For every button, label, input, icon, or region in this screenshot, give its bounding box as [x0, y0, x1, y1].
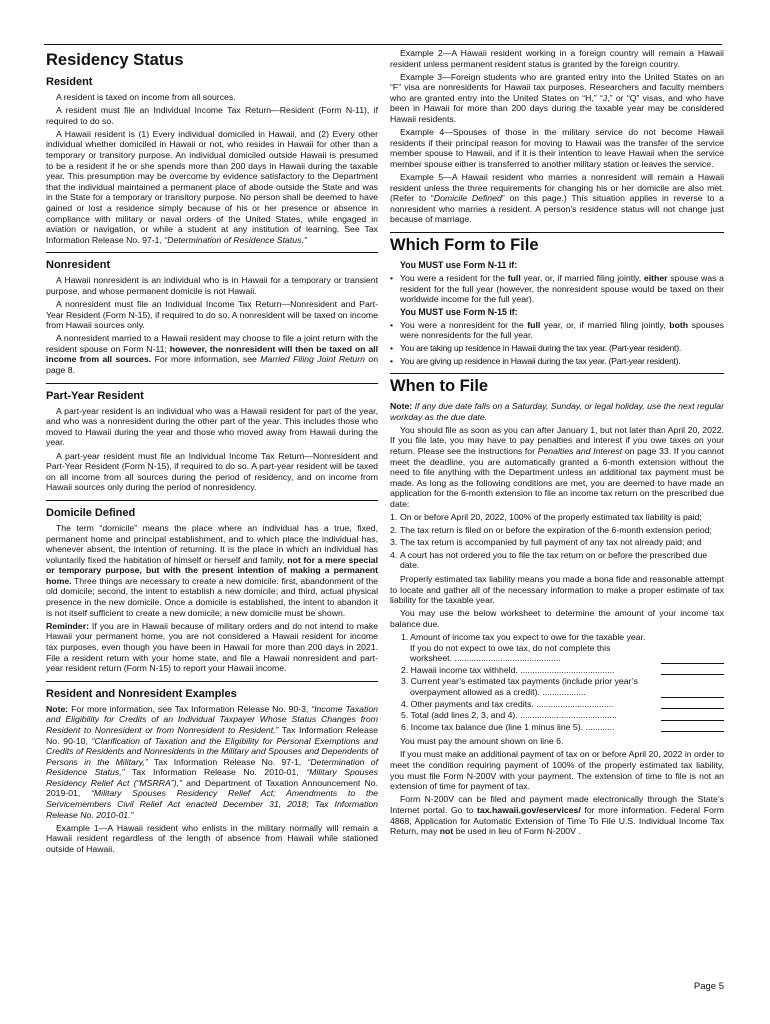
- section-rule: [46, 252, 378, 253]
- residency-status-title: Residency Status: [46, 51, 184, 69]
- left-column: [46, 48, 378, 857]
- n15-condition: • You are giving up residence in Hawaii during the tax year. (Part-year resident).: [390, 356, 724, 367]
- resident-heading: Resident: [46, 76, 93, 88]
- when-to-file-title: When to File: [390, 377, 489, 396]
- worksheet-blank[interactable]: [661, 711, 724, 721]
- extension-condition: 3. The tax return is accompanied by full payment of any tax not already paid; and: [390, 537, 702, 548]
- which-form-title: Which Form to File: [390, 236, 539, 254]
- section-rule: [390, 373, 724, 374]
- example-4: Example 4—Spouses of those in the military service do not become Hawaii residents if their principal reason for moving to Hawaii was the transfer of the service member spouse to Hawaii, and if it is their intention to leave Hawaii when the service member spouse either is transferred to another military station or leaves the service.: [390, 127, 724, 169]
- part-year-paragraph: A part-year resident is an individual who was a Hawaii resident for part of the year, and who was a nonresident during the other part of the year. This includes those who moved to Hawaii during the year and those who moved away from Hawaii during the year.: [46, 405, 378, 448]
- right-column: [390, 48, 724, 839]
- eservices-paragraph: Form N-200V can be filed and payment made electronically through the State’s Internet portal. Go to tax.hawaii.gov/eservices/ for more information. Federal Form 4868, Application for Automatic Extension of Time To File U.S. Individual Income Tax Return, may not be used in lieu of Form N-200V .: [390, 794, 724, 837]
- worksheet-intro: You may use the below worksheet to determine the amount of your income tax balance due.: [390, 608, 724, 629]
- n15-condition: • You are taking up residence in Hawaii during the tax year. (Part-year resident).: [390, 343, 724, 354]
- part-year-paragraph: A part-year resident must file an Individual Income Tax Return—Nonresident and Part-Year Resident (Form N-15), if required to do so. A part-year resident will be taxed on all income from all sources during the period of residency, and on income from Hawaii sources only during the period of nonresidency.: [46, 450, 378, 493]
- examples-note: Note: For more information, see Tax Information Release No. 90-3, “Income Taxation and Eligibility for Credits of an Individual Taxpayer Whose Status Changes from Resident to Nonresident or from Nonresident to Resident,” Tax Information Release No. 90-10, “Clarification of Taxation and the Eligibility for Personal Exemptions and Credits of Residents and Nonresidents in the Military and Spouses and Dependents of Persons in the Military,” Tax Information Release No. 97-1, “Determination of Residence Status,” Tax Information Release No. 2010-01, “Military Spouses Residency Relief Act (“MSRRA”),” and Department of Taxation Announcement No. 2019-01, “Military Spouses Residency Relief Act; Amendments to the Servicemembers Civil Relief Act enacted December 31, 2018; Tax Information Release No. 2010-01.”: [46, 703, 379, 820]
- worksheet-line: 6. Income tax balance due (line 1 minus line 5). ............: [390, 722, 724, 733]
- worksheet-blank[interactable]: [661, 722, 724, 732]
- section-rule: [46, 383, 378, 384]
- example-3: Example 3—Foreign students who are granted entry into the United States on an “F” visa are nonresidents for Hawaii tax purposes. Researchers and faculty members who are granted entry into the United States on “H,” “J,” or “Q” visas, and who have been in Hawaii for more than 200 days during the taxable year may be considered Hawaii residents.: [390, 71, 724, 125]
- nonresident-paragraph: A nonresident must file an Individual Income Tax Return—Nonresident and Part-Year Resident (Form N-15), if required to do so. A nonresident will be taxed on income from Hawaii sources only.: [46, 299, 378, 331]
- domicile-heading: Domicile Defined: [46, 506, 136, 519]
- worksheet-blank[interactable]: [661, 654, 724, 664]
- worksheet-blank[interactable]: [661, 688, 724, 698]
- worksheet: [390, 632, 724, 732]
- resident-paragraph: A resident is taxed on income from all sources.: [56, 92, 236, 102]
- example-5: Example 5—A Hawaii resident who marries a nonresident will remain a Hawaii resident unless the three requirements for changing his or her domicile are also met. (Refer to “Domicile Defined” on this page.) This situation applies in reverse to a nonresident who marries a resident. A person’s residence status will not change just because of marriage.: [390, 172, 725, 225]
- n200v-paragraph: If you must make an additional payment of tax on or before April 20, 2022 in order to meet the condition requiring payment of 100% of the properly estimated tax liability, you must file Form N-200V with your payment. The extension of time to file is not an extension of time for payment of tax.: [390, 749, 724, 792]
- worksheet-line: 2. Hawaii income tax withheld. .......................................: [390, 665, 724, 676]
- section-rule: [46, 500, 378, 501]
- nonresident-heading: Nonresident: [46, 259, 111, 272]
- estimated-liability-paragraph: Properly estimated tax liability means you made a bona fide and reasonable attempt to locate and gather all of the necessary information to make a proper estimate of tax liability for the taxable year.: [390, 574, 724, 606]
- extension-condition: 4. A court has not ordered you to file the tax return on or before the prescribed due date.: [390, 549, 708, 571]
- section-rule: [46, 681, 378, 682]
- nonresident-paragraph: A Hawaii nonresident is an individual who is in Hawaii for a temporary or transient purpose, and whose permanent domicile is not Hawaii.: [46, 275, 378, 296]
- resident-paragraph: A resident must file an Individual Income Tax Return—Resident (Form N-11), if required to do so.: [46, 105, 378, 126]
- worksheet-blank[interactable]: [661, 699, 724, 709]
- extension-condition: 1. On or before April 20, 2022, 100% of the properly estimated tax liability is paid;: [390, 512, 702, 523]
- worksheet-line: 1. Amount of income tax you expect to owe for the taxable year. If you do not expect to owe tax, do not complete this worksheet. ............................................: [390, 632, 724, 664]
- domicile-paragraph: The term “domicile” means the place where an individual has a true, fixed, permanent home and principal establishment, and to which place the individual has, whenever absent, the intention of returning. It is the place in which an individual has voluntarily fixed the habitation of himself or herself and family, not for a mere special or temporary purpose, but with the present intention of making a permanent home. Three things are necessary to create a new domicile: first, abandonment of the old domicile; second, the intent to establish a new domicile; and third, actual physical presence in the new domicile. Once a domicile is established, the intent to abandon it is not itself sufficient to create a new domicile; a new domicile must be shown.: [46, 522, 378, 618]
- extension-condition: 2. The tax return is filed on or before the expiration of the 6-month extension period;: [390, 524, 712, 535]
- must-n11-label: You MUST use Form N-11 if:: [400, 260, 518, 270]
- worksheet-blank[interactable]: [661, 665, 724, 675]
- worksheet-line: 5. Total (add lines 2, 3, and 4). ........................................: [390, 710, 724, 721]
- worksheet-line: 3. Current year’s estimated tax payments (include prior year’s overpayment allowed as a credit). ..................: [390, 676, 724, 697]
- section-rule: [390, 232, 724, 233]
- resident-definition-paragraph: A Hawaii resident is (1) Every individual domiciled in Hawaii, and (2) Every other individual whether domiciled in Hawaii or not, who resides in Hawaii for other than a temporary or transitory purpose. An individual domiciled outside Hawaii is presumed to be a resident if he or she spends more than 200 days in Hawaii during the taxable year. This presumption may be overcome by evidence satisfactory to the Department that the individual maintained a permanent place of abode outside the State and was in the State for a temporary or transitory purpose. No person shall be deemed to have gained or lost a residence simply because of his or her presence or absence in compliance with military or naval orders of the United States, while engaged in aviation or navigation, or while a student at any institution of learning. See Tax Information Release No. 97-1, “Determination of Residence Status.”: [46, 128, 378, 245]
- extension-conditions: [390, 512, 724, 571]
- part-year-heading: Part-Year Resident: [46, 389, 144, 402]
- when-paragraph: You should file as soon as you can after January 1, but not later than April 20, 2022. If you file late, you may have to pay penalties and interest if you owe taxes on your return. Please see the instructions for Penalties and Interest on page 33. If you cannot meet the deadline, you are automatically granted a 6-month extension without the need to file anything with the Department unless an additional tax payment must be made. As long as the following conditions are met, you are deemed to have made an application for the 6-month extension to file an income tax return on the prescribed due date:: [390, 424, 724, 509]
- n15-condition: • You were a nonresident for the full year, or, if married filing jointly, both spouses were nonresidents for the full year.: [390, 320, 724, 341]
- n15-list: [390, 320, 724, 366]
- top-rule: [44, 44, 722, 45]
- example-2: Example 2—A Hawaii resident working in a foreign country will remain a Hawaii resident unless permanent resident status is granted by the foreign country.: [390, 48, 724, 69]
- n11-list: [390, 273, 724, 305]
- must-n15-label: You MUST use Form N-15 if:: [400, 306, 518, 317]
- example-1: Example 1—A Hawaii resident who enlists in the military normally will remain a Hawaii resident regardless of the length of absence from Hawaii while stationed outside of Hawaii.: [46, 822, 378, 854]
- examples-heading: Resident and Nonresident Examples: [46, 687, 237, 700]
- nonresident-joint-paragraph: A nonresident married to a Hawaii resident may choose to file a joint return with the resident spouse on Form N-11; however, the nonresident will then be taxed on all income from all sources. For more information, see Married Filing Joint Return on page 8.: [46, 333, 379, 376]
- page-number: Page 5: [693, 981, 724, 992]
- reminder-paragraph: Reminder: If you are in Hawaii because of military orders and do not intend to make Hawaii your permanent home, you are not considered a Hawaii resident for income tax purposes, even though you have been in Hawaii for more than 200 days in 2021. File a resident return with your home state, and file a Hawaii nonresident and part-year resident return (Form N-15) to report your Hawaii income.: [46, 620, 378, 674]
- when-note: Note: If any due date falls on a Saturday, Sunday, or legal holiday, use the next regular workday as the due date.: [390, 401, 724, 422]
- n11-condition: • You were a resident for the full year, or, if married filing jointly, either spouse was a resident for the full year (however, the nonresident spouse would be taxed on their worldwide income for the full year).: [390, 273, 724, 305]
- worksheet-line: 4. Other payments and tax credits. ................................: [390, 699, 724, 710]
- pay-line6: You must pay the amount shown on line 6.: [400, 736, 564, 747]
